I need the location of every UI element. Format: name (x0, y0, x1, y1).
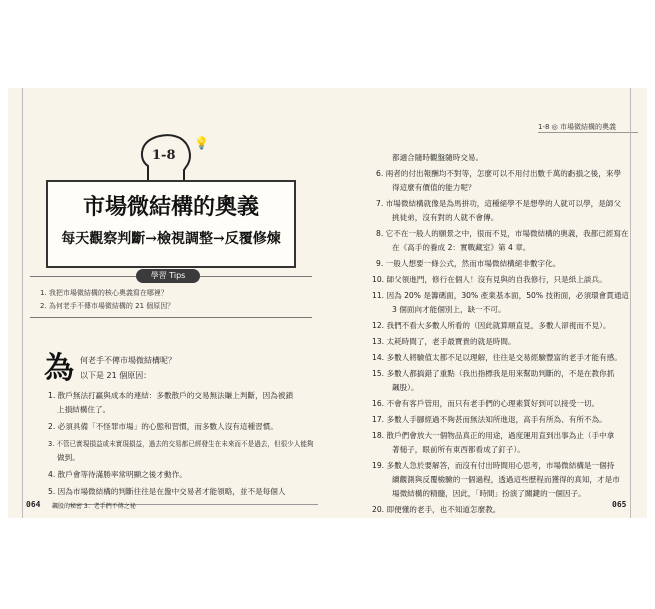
list-item: 10. 師父領進門，修行在個人！沒有見與的自我修行，只是紙上談兵。 (372, 275, 607, 284)
list-item: 13. 太耗時間了，老手最寶貴的就是時間。 (372, 337, 516, 346)
list-item: 挑徒弟，沒有對的人就不會傳。 (392, 213, 499, 222)
list-item: 做到。 (57, 453, 80, 462)
list-item: 11. 因為 20% 是籌碼面，30% 產業基本面，50% 技術面，必須環會貫通這 (372, 291, 630, 300)
list-item: 14. 多數人將驗值太都不足以理解，往往是交易經驗豐富的老手才能有感。 (372, 353, 622, 362)
drop-cap: 為 (44, 351, 74, 386)
page-number-value: 064 (26, 500, 41, 509)
chapter-number: 1-8 (152, 148, 176, 163)
left-page (8, 88, 326, 518)
list-item: 得這麼有價值的能力呢？ (392, 183, 476, 192)
list-item: 在《高手的養成 2：實戰藏室》第 4 章。 (392, 243, 531, 252)
list-item: 場微結構的精髓，因此，「時間」扮演了關鍵的一個因子。 (392, 489, 586, 498)
page-number-value: 065 (612, 500, 627, 509)
list-item: 5. 因為市場微結構的判斷往往是在盤中交易者才能領略，並不是每個人 (48, 487, 286, 496)
list-item: 3. 不管已實現損益或未實現損益，過去的交易都已經發生在未來而不是過去，但很少人能夠 (48, 440, 314, 448)
list-item: 16. 不會有客戶管用，而只有老手們的心理素質好到可以接受一切。 (372, 399, 600, 408)
chapter-title: 市場微結構的奧義 (82, 194, 259, 220)
list-item: 7. 市場微結構就像是為馬拼功，這種絕學不是想學的人就可以學，是師父 (376, 199, 622, 208)
list-item: 都適合隨時觀盤隨時交易。 (392, 153, 484, 162)
chapter-subtitle: 每天觀察判斷→檢視調整→反覆修煉 (61, 231, 281, 247)
list-item: 4. 散戶會等待滿勝率常明顯之後才動作。 (48, 470, 187, 479)
left-margin-rule (22, 88, 23, 518)
running-head: 1-8 ◎ 市場微結構的奧義 (538, 123, 616, 131)
right-page (326, 88, 647, 518)
lead-text: 何老手不傳市場微結構呢？ (80, 356, 176, 365)
list-item: 19. 多數人急於要解答，而沒有付出時間用心思考，市場微結構是一個持 (372, 461, 615, 470)
learning-tips-box (30, 271, 312, 318)
tip-item: 2. 為何老手不傳市場微結構的 21 個原因？ (40, 302, 175, 310)
list-item: 著槌子，眼前所有東西都看成了釘子）。 (392, 445, 525, 454)
page-number (612, 500, 626, 509)
chapter-title-box (46, 180, 296, 268)
list-item: 17. 多數人手腳經過不夠甚而無法知所進退，高手有所為、有所不為。 (372, 415, 607, 424)
lead-text: 以下是 21 個原因： (80, 371, 152, 380)
list-item: 6. 兩者的付出報酬均不對等，怎麼可以不用付出數千萬的虧損之後，來學 (376, 169, 622, 178)
list-item: 3 個面向才能個別上，缺一不可。 (392, 305, 506, 314)
list-item: 飆股）。 (392, 383, 419, 392)
list-item: 18. 散戶們會放大一個物品真正的用途，過度運用直到出事為止（手中拿 (372, 431, 615, 440)
list-item: 上損結構住了。 (57, 405, 111, 414)
tips-badge: 學習 Tips (136, 269, 200, 283)
list-item: 20. 即便懂的老手，也不知道怎麼教。 (372, 505, 501, 514)
list-item: 8. 它不在一般人的願景之中，很而不見，市場微結構的奧義，我都已經寫在 (376, 229, 629, 238)
page-number (26, 500, 40, 509)
tip-item: 1. 我把市場微結構的核心奧義寫在哪裡？ (40, 289, 168, 297)
list-item: 12. 我們不看大多數人所看的（因此就算順直見，多數人卻視而不見）。 (372, 321, 611, 330)
list-item: 15. 多數人都搞錯了重點（我出指標我是用來幫助判斷的，不是在教你抓 (372, 369, 615, 378)
right-margin-rule (630, 88, 631, 518)
lightbulb-icon: 💡 (194, 136, 209, 150)
running-footer: 飆股的秘密 3：老手們不傳之祕 (52, 503, 136, 510)
list-item: 2. 必須具備「不怪罪市場」的心態和習慣，而多數人沒有這種習慣。 (48, 422, 278, 431)
list-item: 1. 散戶無法打贏與成本的連結：多數散戶的交易無法賺上判斷，因為被鎖 (48, 391, 294, 400)
list-item: 9. 一般人想要一條公式，然而市場微結構絕非數字化。 (376, 259, 561, 268)
header-rule (538, 132, 638, 133)
list-item: 續觀測與反覆檢驗的一個過程，透過這些歷程而獲得的真知，才是市 (392, 475, 620, 484)
